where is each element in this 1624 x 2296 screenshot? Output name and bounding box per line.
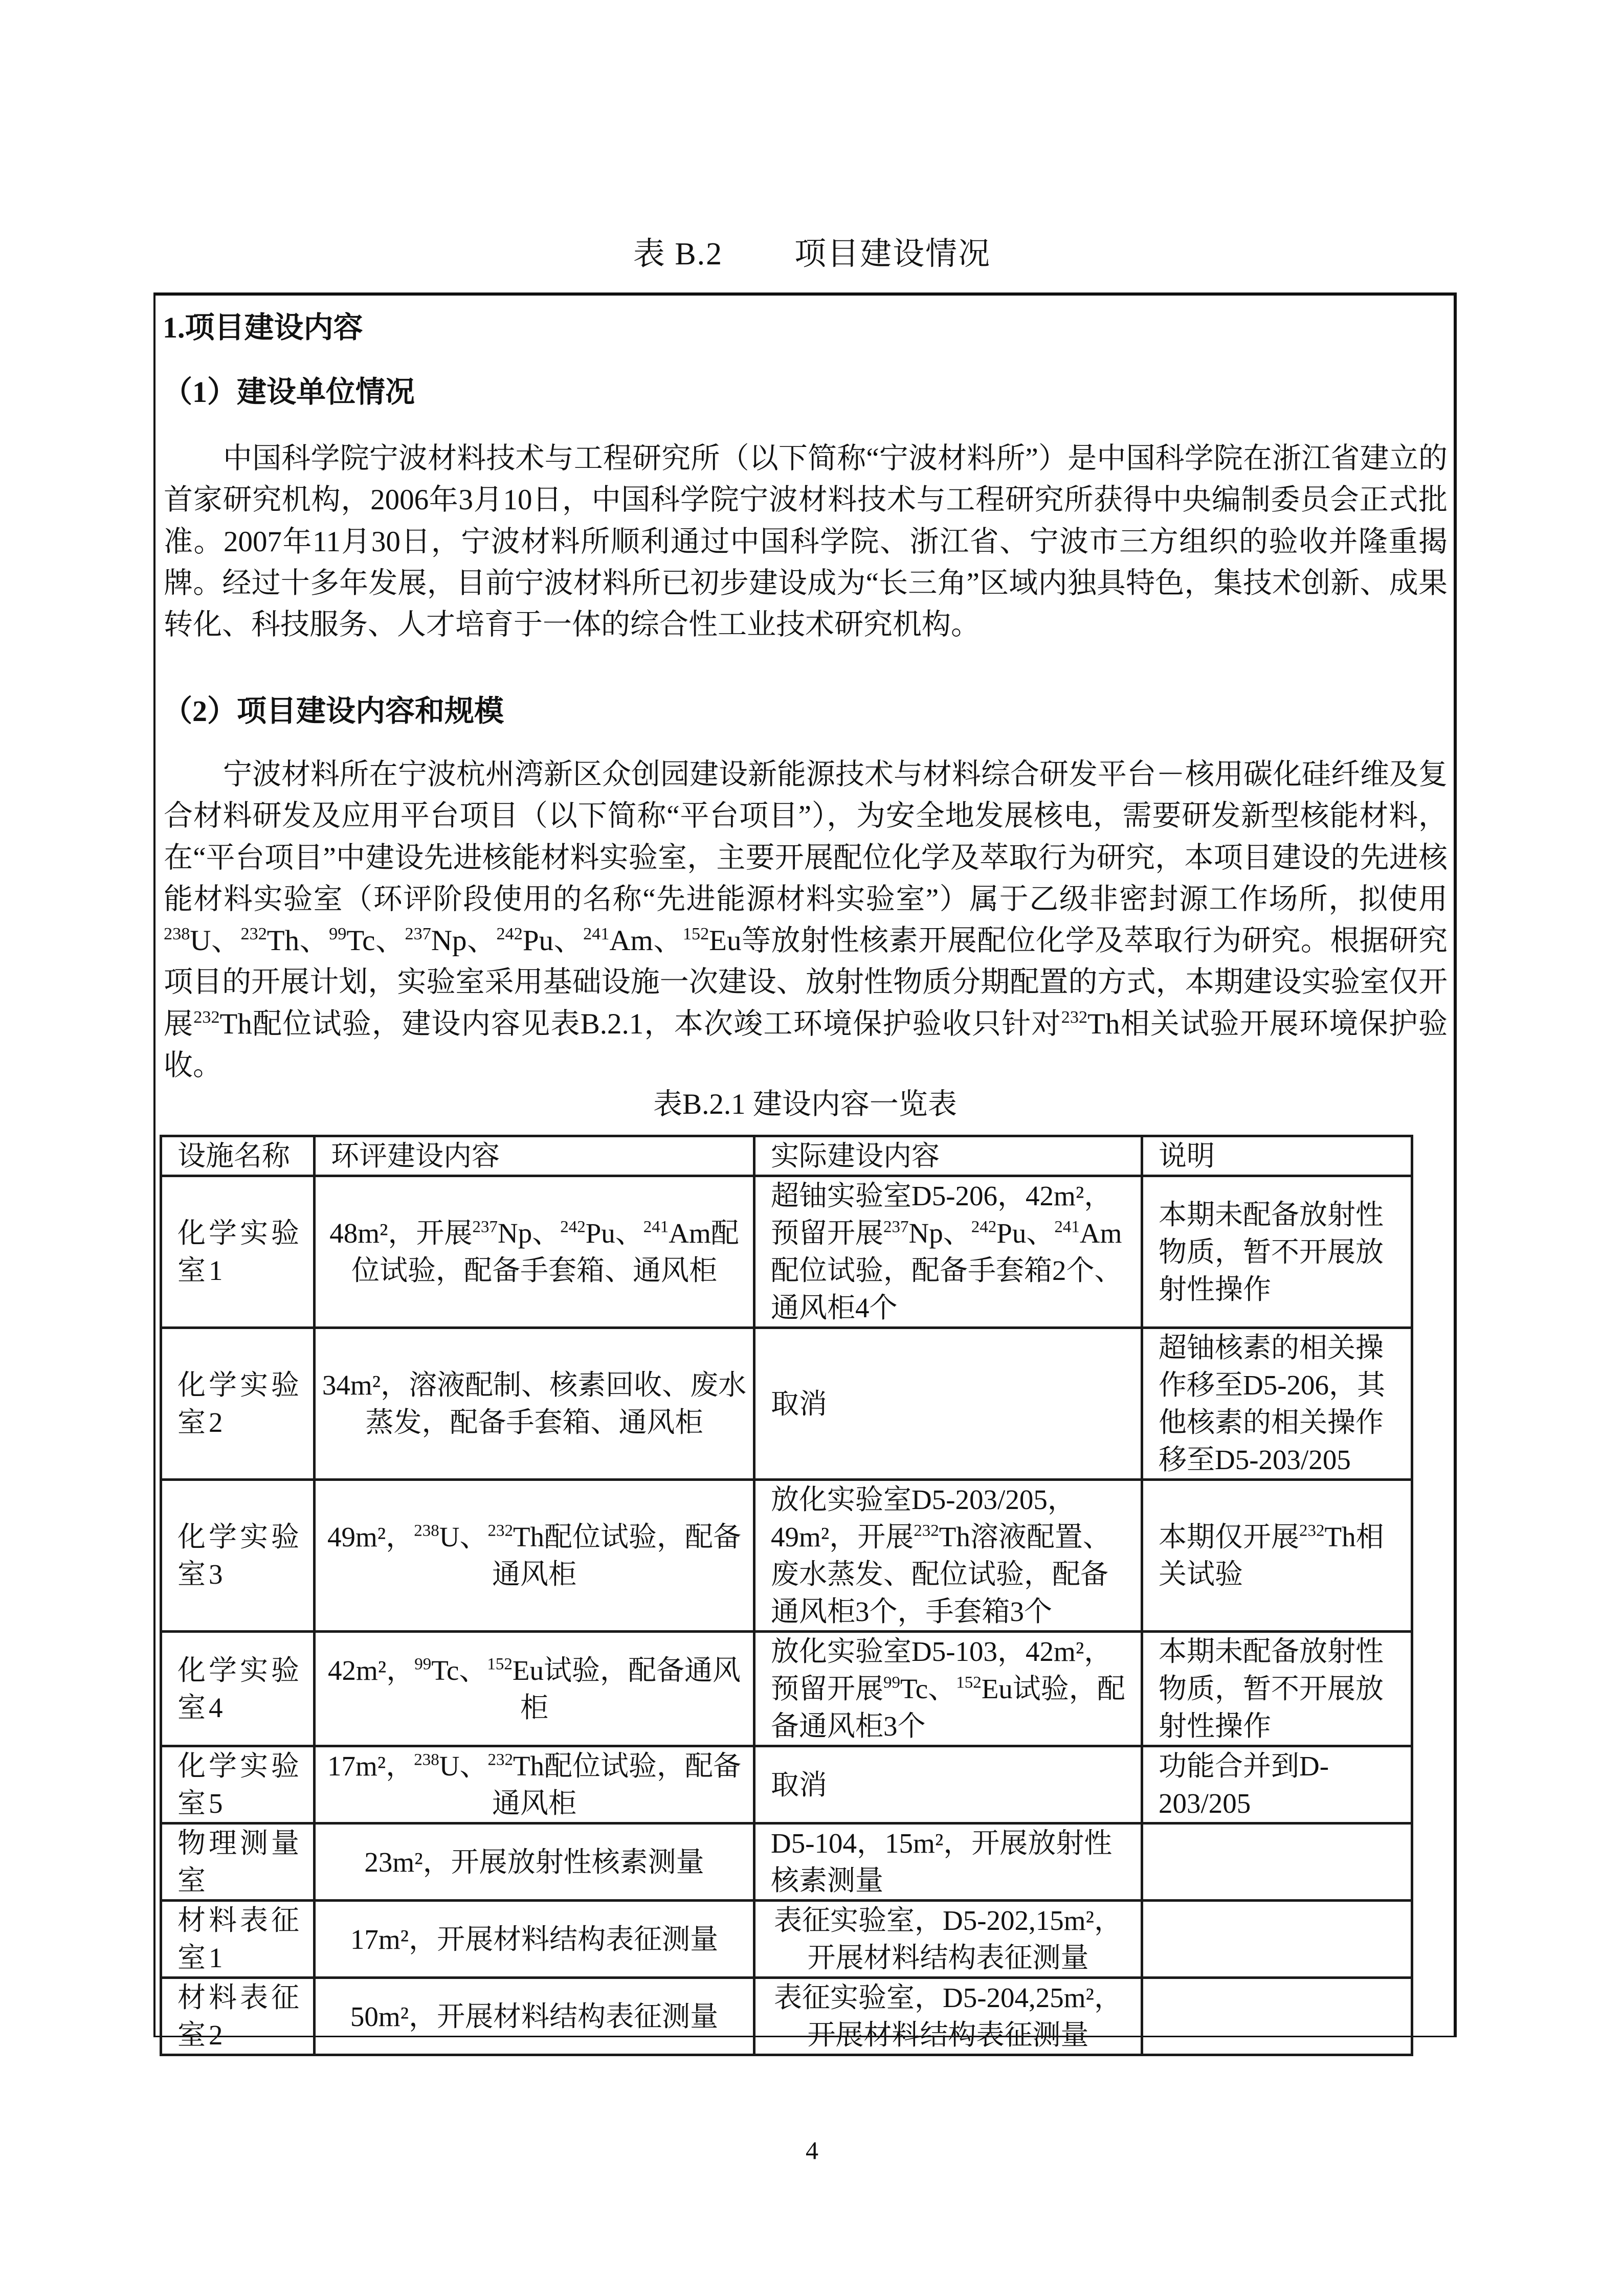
header-eia-content: 环评建设内容 (315, 1136, 754, 1176)
text-run: 放化实验室D5-203/205，49m²，开展 (771, 1484, 1076, 1552)
table-row (161, 1824, 1412, 1901)
text-run: Tc、 (346, 925, 405, 957)
page-title (0, 233, 1624, 276)
isotope-mass-number: 232 (1061, 1007, 1088, 1027)
isotope-mass-number: 232 (914, 1521, 939, 1540)
isotope-mass-number: 241 (583, 924, 610, 943)
text-run: 本期仅开展 (1159, 1521, 1300, 1552)
construction-content-table (160, 1135, 1413, 2056)
text-run: 取消 (771, 1769, 828, 1800)
eia-content-cell (315, 1901, 754, 1978)
facility-cell (161, 1328, 315, 1480)
note-cell (1142, 1746, 1412, 1824)
table-row (161, 1480, 1412, 1632)
text-run: Th相关试验 (1159, 1521, 1384, 1590)
isotope-mass-number: 99 (883, 1673, 901, 1692)
text-run: Pu、 (522, 925, 584, 957)
text-run: 50m²，开展材料结构表征测量 (350, 2000, 719, 2032)
text-run: 49m²， (327, 1521, 414, 1552)
header-actual-content: 实际建设内容 (754, 1136, 1142, 1176)
eia-content-cell (315, 1632, 754, 1746)
isotope-mass-number: 237 (405, 924, 431, 943)
isotope-mass-number: 238 (414, 1521, 439, 1540)
actual-content-cell (754, 1824, 1142, 1901)
text-run: Eu试验，配备通风柜3个 (771, 1673, 1125, 1742)
isotope-mass-number: 237 (472, 1218, 498, 1236)
text-run: Am配位试验，配备手套箱、通风柜 (351, 1218, 739, 1286)
eia-content-cell (315, 1480, 754, 1632)
text-run: 34m²，溶液配制、核素回收、废水蒸发，配备手套箱、通风柜 (322, 1369, 747, 1438)
table-row (161, 1901, 1412, 1978)
text-run: U、 (439, 1521, 488, 1552)
facility-cell (161, 1480, 315, 1632)
text-run: U、 (190, 925, 241, 957)
paragraph-unit-info (164, 438, 1448, 645)
text-run: 本期未配备放射性物质，暂不开展放射性操作 (1159, 1199, 1384, 1305)
text-run: U、 (439, 1750, 488, 1782)
text-run: 取消 (771, 1388, 828, 1420)
text-run: 功能合并到D-203/205 (1159, 1750, 1329, 1819)
isotope-mass-number: 232 (240, 924, 267, 943)
table-row (161, 1632, 1412, 1746)
text-run: Pu、 (996, 1218, 1055, 1249)
text-run: Am、 (609, 925, 683, 957)
eia-content-cell (315, 1176, 754, 1328)
text-run: Tc、 (431, 1654, 487, 1686)
text-run: Th、 (266, 925, 329, 957)
text-run: Th相关试验开展环境保护验收。 (164, 1007, 1448, 1082)
text-run: Th溶液配置、废水蒸发、配位试验，配备通风柜3个，手套箱3个 (771, 1521, 1111, 1627)
text-run: 23m²，开展放射性核素测量 (364, 1846, 704, 1878)
eia-content-cell (315, 1328, 754, 1480)
header-facility: 设施名称 (161, 1136, 315, 1176)
text-run: Np、 (431, 925, 497, 957)
table-row (161, 1176, 1412, 1328)
facility-cell (161, 1746, 315, 1824)
note-cell (1142, 1978, 1412, 2055)
actual-content-cell (754, 1176, 1142, 1328)
note-cell (1142, 1632, 1412, 1746)
page-number: 4 (806, 2136, 818, 2165)
facility-cell (161, 1901, 315, 1978)
isotope-mass-number: 238 (164, 924, 190, 943)
text-run: Pu、 (585, 1218, 643, 1249)
actual-content-cell (754, 1328, 1142, 1480)
text-run: 化学实验室5 (177, 1750, 303, 1819)
facility-cell (161, 1824, 315, 1901)
eia-content-cell (315, 1978, 754, 2055)
subsection-heading-unit: （1）建设单位情况 (163, 375, 415, 409)
isotope-mass-number: 152 (956, 1673, 982, 1692)
text-run: 本期未配备放射性物质，暂不开展放射性操作 (1159, 1636, 1384, 1742)
note-cell (1142, 1901, 1412, 1978)
note-cell (1142, 1824, 1412, 1901)
actual-content-cell (754, 1632, 1142, 1746)
header-note: 说明 (1142, 1136, 1412, 1176)
eia-content-cell (315, 1824, 754, 1901)
eia-content-cell (315, 1746, 754, 1824)
text-run: 化学实验室1 (177, 1218, 303, 1286)
note-cell (1142, 1176, 1412, 1328)
isotope-mass-number: 242 (560, 1218, 586, 1236)
isotope-mass-number: 232 (487, 1521, 513, 1540)
section-heading: 1.项目建设内容 (163, 311, 363, 344)
text-run: 42m²， (327, 1654, 415, 1686)
actual-content-cell (754, 1901, 1142, 1978)
text-run: 物理测量室 (177, 1828, 303, 1896)
text-run: 化学实验室2 (177, 1369, 303, 1438)
text-run: 材料表征室1 (177, 1905, 303, 1973)
table-header-row (161, 1136, 1412, 1176)
text-run: Eu试验，配备通风柜 (512, 1654, 741, 1723)
text-run: 超铀实验室D5-206，42m²，预留开展 (771, 1180, 1113, 1249)
isotope-mass-number: 99 (414, 1655, 432, 1674)
text-run: Eu等放射性核素开展配位化学及萃取行为研究。根据研究项目的开展计划，实验室采用基础设施一次建设、放射性物质分期配置的方式，本期建设实验室仅开展 (164, 925, 1448, 1040)
text-run: 化学实验室3 (177, 1521, 303, 1590)
page-title-text: 项目建设情况 (794, 237, 991, 272)
isotope-mass-number: 237 (883, 1218, 909, 1236)
text-run: Am配位试验，配备手套箱2个、通风柜4个 (771, 1218, 1123, 1323)
isotope-mass-number: 232 (487, 1750, 513, 1769)
text-run: 化学实验室4 (177, 1654, 303, 1723)
note-cell (1142, 1480, 1412, 1632)
subsection-heading-scope: （2）项目建设内容和规模 (163, 694, 504, 728)
table-row (161, 1328, 1412, 1480)
text-run: 放化实验室D5-103，42m²，预留开展 (771, 1636, 1113, 1704)
actual-content-cell (754, 1480, 1142, 1632)
text-run: 宁波材料所在宁波杭州湾新区众创园建设新能源技术与材料综合研发平台－核用碳化硅纤维及复合材料研发及应用平台项目（以下简称“平台项目”），为安全地发展核电，需要研发新型核能材料，在“平台项目”中建设先进核能材料实验室，主要开展配位化学及萃取行为研究，本项目建设的先进核能材料实验室（环评阶段使用的名称“先进能源材料实验室”）属于乙级非密封源工作场所，拟使用 (164, 758, 1448, 915)
text-run: 表征实验室，D5-202,15m²，开展材料结构表征测量 (773, 1905, 1123, 1973)
text-run: Th配位试验，建设内容见表B.2.1，本次竣工环境保护验收只针对 (219, 1007, 1061, 1040)
isotope-mass-number: 238 (414, 1750, 439, 1769)
text-run: Np、 (497, 1218, 561, 1249)
facility-cell (161, 1978, 315, 2055)
isotope-mass-number: 241 (1054, 1218, 1080, 1236)
isotope-mass-number: 242 (971, 1218, 997, 1236)
isotope-mass-number: 99 (329, 924, 347, 943)
text-run: 48m²，开展 (329, 1218, 473, 1249)
actual-content-cell (754, 1746, 1142, 1824)
isotope-mass-number: 152 (682, 924, 709, 943)
text-run: 材料表征室2 (177, 1982, 303, 2051)
isotope-mass-number: 232 (193, 1007, 220, 1027)
note-cell (1142, 1328, 1412, 1480)
text-run: Th配位试验，配备通风柜 (492, 1750, 742, 1819)
facility-cell (161, 1176, 315, 1328)
text-run: 表征实验室，D5-204,25m²，开展材料结构表征测量 (773, 1982, 1123, 2051)
actual-content-cell (754, 1978, 1142, 2055)
isotope-mass-number: 152 (487, 1655, 513, 1674)
table-caption: 表B.2.1 建设内容一览表 (653, 1088, 957, 1120)
text-run: 17m²，开展材料结构表征测量 (350, 1923, 719, 1955)
text-run: Th配位试验，配备通风柜 (492, 1521, 742, 1590)
facility-cell (161, 1632, 315, 1746)
table-row (161, 1746, 1412, 1824)
page-title-prefix: 表 B.2 (633, 237, 723, 272)
table-row (161, 1978, 1412, 2055)
paragraph-project-scope (164, 754, 1448, 1086)
isotope-mass-number: 232 (1299, 1521, 1325, 1540)
text-run: 超铀核素的相关操作移至D5-206，其他核素的相关操作移至D5-203/205 (1159, 1332, 1386, 1475)
text-run: D5-104，15m²，开展放射性核素测量 (771, 1828, 1113, 1896)
table-body (161, 1176, 1412, 2055)
text-run: 17m²， (327, 1750, 414, 1782)
isotope-mass-number: 242 (496, 924, 523, 943)
isotope-mass-number: 241 (643, 1218, 669, 1236)
text-run: Tc、 (900, 1673, 956, 1704)
text-run: Np、 (908, 1218, 971, 1249)
text-run: 中国科学院宁波材料技术与工程研究所（以下简称“宁波材料所”）是中国科学院在浙江省建立的首家研究机构，2006年3月10日，中国科学院宁波材料技术与工程研究所获得中央编制委员会正式批准。2007年11月30日，宁波材料所顺利通过中国科学院、浙江省、宁波市三方组织的验收并隆重揭牌。经过十多年发展，目前宁波材料所已初步建设成为“长三角”区域内独具特色，集技术创新、成果转化、科技服务、人才培育于一体的综合性工业技术研究机构。 (164, 442, 1448, 641)
